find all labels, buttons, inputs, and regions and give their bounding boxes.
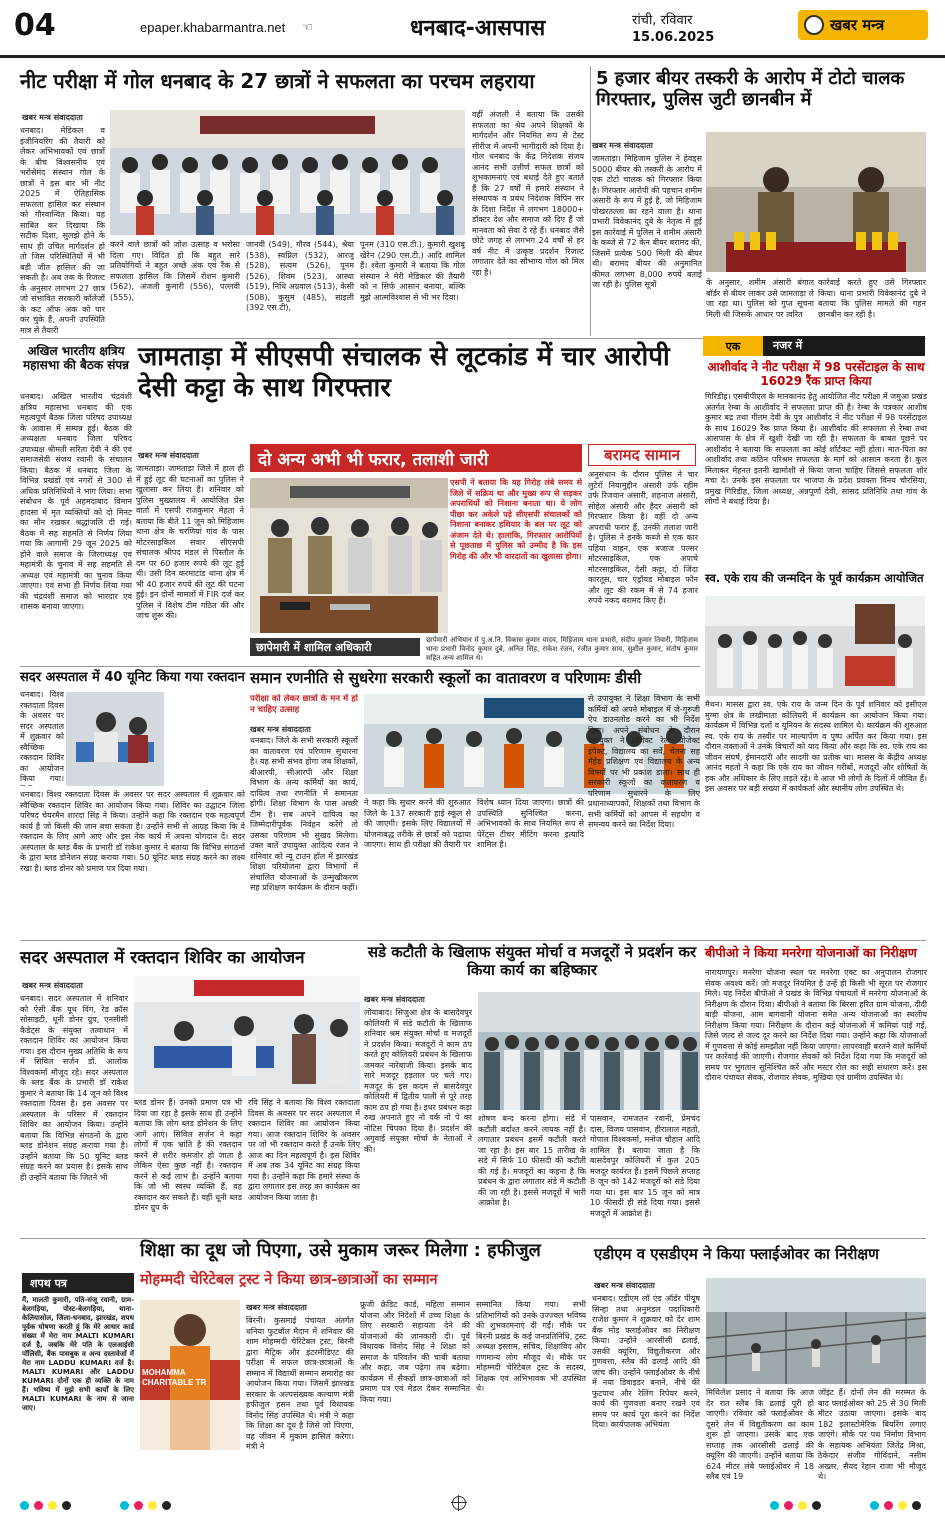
site-url[interactable]: epaper.khabarmantra.net: [140, 20, 286, 35]
registration-dot: [912, 1501, 921, 1510]
registration-dot: [784, 1501, 793, 1510]
registration-dot: [134, 1501, 143, 1510]
ek-tag: एक: [703, 336, 763, 356]
brand-logo-icon: [804, 15, 824, 35]
raid-officers-label: छापेमारी में शामिल अधिकारी: [250, 638, 420, 656]
schools-headline: समान रणनीति से सुधरेगा सरकारी स्कूलों का वातावरण व परिणामः डीसी: [250, 669, 642, 687]
flyover-body-3: जॉइंट हैं। दोनों लेन की मरम्मत के बाद फ्लाईओवर को 25 से 30 मिली मीटर उठाया जाएगा। इसके बाद 182 इलास्टोमेरिक बियरिंग लगाए जाएंगे। मौके पर पथ निर्माण विभाग के सहायक अभियंता जितेंद्र मिश्रा, ठेकेदार संजीव गोविंदाने, नसीम अख्तर, सैयद रेहान राजा भी मौजूद थे।: [818, 1388, 926, 1481]
hafijul-subhead: मोहम्मदी चेरिटेबल ट्रस्ट ने किया छात्र-छात्राओं का सम्मान: [140, 1272, 438, 1288]
byline: खबर मन्त्र संवाददाता: [246, 1303, 307, 1312]
column-rule: [590, 66, 591, 336]
hafijul-headline: शिक्षा का दूध जो पिएगा, उसे मुकाम जरूर मिलेगा : हफीजुल: [140, 1240, 541, 1261]
horizontal-rule: [20, 666, 700, 667]
sande-headline: सडे कटौती के खिलाफ संयुक्त मोर्चा व मजदूरों ने प्रदर्शन कर किया कार्य का बहिष्कार: [367, 943, 697, 979]
mnrega-body: नारायणपुर। मनरेगा योजना स्थल पर मनरेगा एक्ट का अनुपालन रोजगार सेवक अवश्य करें। जो मजदूर नियमित है उन्हें ही किसी भी सूरत पर रोजगार मिले। यह निर्देश बीपीओ ने प्रखंड के विभिन्न पंचायतों में मनरेगा योजनाओं के निरीक्षण के दौरान दिया। बीपीओ ने बताया कि बिरसा हरित ग्राम योजना, दीदी बाड़ी योजना, आम बागवानी योजना समेत अन्य योजनाओं का स्थलीय निरीक्षण किया गया। निरीक्षण के दौरान कई योजनाओं में कमियां पाई गईं, जिसे जल्द से जल्द दूर करने का निर्देश दिया गया। उन्होंने कहा कि योजनाओं में गुणवत्ता से कोई समझौता नहीं किया जाएगा। लापरवाही बरतने वाले कर्मियों पर कार्रवाई की जाएगी। रोजगार सेवकों को निर्देश दिया गया कि मजदूरों को समय पर भुगतान सुनिश्चित करें और मस्टर रोल का सही संधारण करें। इस दौरान पंचायत सेवक, रोजगार सेवक, मुखिया एवं ग्रामीण उपस्थित थे।: [705, 968, 927, 1082]
ekray-body: मैथन। मासस द्वारा स्व. एके राय के जन्म दिन के पूर्व शनिवार को इसीएल मुग्मा क्षेत्र के लखीमाता कोलियरी में कार्यक्रम का आयोजन किया गया। कार्यक्रम में विभिन्न दलों व यूनियन के सदस्य शामिल थे। कार्यक्रम की शुरुआत स्व. एके राय के तस्वीर पर माल्यार्पण व पुष्प अर्पित कर किया गया। इस दौरान वक्ताओं ने उनके विचारों को याद किया और कहा कि स्व. एके राय का जीवन संघर्ष, ईमानदारी और सादगी का प्रतीक था। मासस के केंद्रीय अध्यक्ष आनंद महतो ने कहा कि एके राय का जीवन गरीबों, मजदूरों और शोषितों के हक और अधिकार के लिए लड़ते रहे। वे आज भी लोगों के दिलों में जीवित हैं। इस अवसर पर बड़ी संख्या में कार्यकर्ता और स्थानीय लोग उपस्थित थे।: [705, 700, 927, 793]
registration-dot: [48, 1501, 57, 1510]
trust-banner-text: MOHAMMA CHARITABLE TR: [142, 1368, 207, 1387]
byline: खबर मन्त्र संवाददाता: [592, 141, 653, 150]
ek-nazar-strip: [703, 336, 925, 356]
beer-headline: 5 हजार बीयर तस्करी के आरोप में टोटो चालक गिरफ्तार, पुलिस जुटी छानबीन में: [596, 68, 905, 111]
page-number: 04: [14, 8, 56, 43]
sande-protest-photo: [478, 992, 700, 1110]
byline: खबर मन्त्र संवाददाता: [22, 113, 83, 122]
raid-officers-text: छापेमारी अभियान में पु.अ.नि. विकास कुमार यादव, मिहिजाम थाना प्रभारी, संदीप कुमार तिवारी, मिहिजाम थाना प्रभारी विनोद कुमार दुबे, अनिल सिंह, राकेश रंजन, रंजीत कुमार साव, सुशील कुमार, संतोष कुमार सहित अन्य शामिल थे।: [426, 636, 698, 662]
blood40-headline: सदर अस्पताल में 40 यूनिट किया गया रक्तदान: [20, 670, 245, 685]
hafijul-body-1: बिरनी। कुसमाई पंचायत अंतर्गत धनिया फुटबॉल मैदान में शनिवार की शाम मोहम्मदी चेरिटेबल ट्रस्ट, बिरनी द्वारा मैट्रिक और इंटरमीडिएट की परीक्षा में सफल छात्र-छात्राओं के सम्मान में विद्यार्थी सम्मान समारोह का आयोजन किया गया। जिसमें झारखंड सरकार के अल्पसंख्यक कल्याण मंत्री हफीजुल हसन तथा पूर्व विधायक विनोद सिंह उपस्थित थे। मंत्री ने कहा कि शिक्षा का दूध है जिसे जो पिएगा, वह जीवन में मुकाम हासिल करेगा। मंत्री ने: [246, 1316, 354, 1451]
neet-group-photo: [110, 110, 465, 235]
horizontal-rule: [20, 1238, 926, 1239]
ekray-event-photo: [705, 596, 925, 696]
registration-dot: [120, 1501, 129, 1510]
registration-dot: [20, 1501, 29, 1510]
neet-body-2: करने वाले छात्रों को जोश उत्साह व भरोसा दिला गए। विदित हो कि बहुत सारे प्रतियोगियों ने बहुत अच्छे अंक एवं रैंक से सफलता हासिल कि जिसमें रोशन कुमारी (562), अंजली कुमारी (556), पल्लवी (555),: [110, 240, 240, 302]
byline: खबर मन्त्र संवाददाता: [138, 451, 199, 460]
loot-press-photo: [250, 478, 448, 633]
flyover-body-2: मिथिलेश प्रसाद ने बताया कि आज देर रात स्लैब कि ढलाई पूरी हो जाएगी। रविवार को फ्लाईओवर के दूसरे लेन में विद्युतीकरण का काम शुरू हो जाएगा। उसके बाद एक सप्ताह तक आरसीसी ढलाई की क्यूरिंग की जाएगी। उन्होंने बताया कि 624 मीटर लंबे फ्लाईओवर में 18 स्लैब एवं 19: [706, 1388, 814, 1481]
affidavit-body: मैं, मालती कुमारी, पति-संजू रवानी, ग्राम-बेलगड़िया, पोस्ट-बेलगड़िया, थाना-केलियासोल, जिला-धनबाद, झारखंड, शपथ पूर्वक घोषणा करती हूं कि मेरे आधार कार्ड संख्या में मेरा नाम MALTI KUMARI दर्ज है, जबकि मेरे पति के एलआईसी पॉलिसी, बैंक पासबुक व अन्य दस्तावेजों में मेरा नाम LADDU KUMARI दर्ज है। MALTI KUMARI और LADDU KUMARI दोनों एक ही व्यक्ति के नाम हैं। भविष्य में मुझे सभी कार्यों के लिए MALTI KUMARI के नाम से जाना जाए।: [22, 1296, 134, 1412]
section-title: धनबाद-आसपास: [410, 16, 546, 41]
loot-banner: दो अन्य अभी भी फरार, तलाशी जारी: [250, 444, 582, 472]
registration-dot: [162, 1501, 171, 1510]
registration-dot: [62, 1501, 71, 1510]
brand-name: खबर मन्त्र: [830, 16, 885, 34]
blood-camp-body-1: धनबाद। सदर अस्पताल में शनिवार को ऐसी बैंक यूथ विंग, रेड क्रॉस सोसाइटी, धूनी डोनर ग्रुप, एनसीसी कैडेट्स के संयुक्त तत्वाधान में रक्तदान शिविर का आयोजन किया गया। इस दौरान मुख्य अतिथि के रूप में सिविल सर्जन डॉ. आलोक विश्वकर्मा मौजूद रहे। सदर अस्पताल के ब्लड बैंक के प्रभारी डॉ राकेश कुमार ने बताया कि 14 जून को विश्व रक्तदाता दिवस है। इस अवसर पर अस्पताल के परिसर में रक्तदान शिविर का आयोजन किया। उन्होंने बताया कि विभिन्न संगठनों के द्वारा ब्लड डोनेशन संग्रह कराया गया है। उन्होंने बताया कि 50 यूनिट ब्लड संग्रह करने का प्रयास है। इसके साथ ही उन्होंने बताया कि जितने भी: [20, 994, 128, 1182]
hafijul-photo: [140, 1300, 240, 1450]
blood-camp-body-2: ब्लड डोनर हैं। उनको प्रमाण पत्र भी दिया जा रहा है इसके साथ ही उन्होंने बताया कि लोग ब्लड डोनेशन के लिए आगे आएं। सिविल सर्जन ने कहा लोगों में एक भ्रांति है की रक्तदान करने से शरीर कमजोर हो जाता है लेकिन ऐसा कुछ नहीं है। रक्तदान करने से कई लाभ है। उन्होंने बताया कि जो भी स्वस्थ व्यक्ति हैं, वह रक्तदान कर सकते हैं। वहीं धूनी ब्लड डोनर ग्रुप के: [134, 1098, 242, 1212]
recovered-items-title: बरामद सामान: [588, 444, 696, 466]
blood40-body-a: धनबाद। विश्व रक्तदाता दिवस के अवसर पर सदर अस्पताल में शुक्रवार को स्वैच्छिक रक्तदान शिविर का आयोजन किया गया।: [20, 690, 64, 783]
registration-dot: [34, 1501, 43, 1510]
flyover-photo: [706, 1278, 926, 1384]
neet-body-3: जानवी (549), गौरव (544), श्रेया (538), स्वप्निल (532), आरजू (528), सत्यम (526), पूनम (526), शिवम (523), आस्था (519), निधि अग्रवाल (513), केसी (508), कुसुम (485), साइली (392 एस.टी),: [246, 240, 354, 312]
registration-dot: [812, 1501, 821, 1510]
cursor-icon: ☜: [302, 20, 313, 34]
flyover-headline: एडीएम व एसडीएम ने किया फ्लाईओवर का निरीक्षण: [594, 1245, 879, 1263]
schools-body-3: से उपायुक्त ने शिक्षा विभाग के सभी कर्मियों को अपने मोबाइल में जे-गुरुजी ऐप डाउनलोड करने का भी निर्देश दिया। अपने संबोधन के दौरान उपायुक्त ने प्रोजेक्ट रेल, प्रोजेक्ट इंपैक्ट, विद्यालय का सर्वे, चेतना सह मेहेड़ प्रशिक्षण एवं विद्यालय के अन्य विषयों पर भी प्रकाश डाला। साथ ही सरकारी स्कूलों का वातावरण व परिणाम सुधारने के लिए प्रधानाध्यापकों, शिक्षकों तथा विभाग के सभी कर्मियों को आपस में सहयोग व समन्वय करने का निर्देश दिया।: [588, 694, 700, 829]
byline: खबर मन्त्र संवाददाता: [22, 981, 83, 990]
hafijul-body-3: सम्मानित किया गया। सभी प्रतिभागियों को उनके उज्ज्वल भविष्य की शुभकामनाएं दी गईं। मौके पर बिरनी प्रखंड के कई जनप्रतिनिधि, ट्रस्ट अध्यक्ष इस्लाम, सचिव, शिक्षाविद और गणमान्य लोग मौजूद थे। मौके पर मोहम्मदी चेरिटेबल ट्रस्ट के सदस्य, शिक्षक एवं अभिभावक भी उपस्थित थे।: [476, 1300, 586, 1393]
byline: खबर मन्त्र संवाददाता: [594, 1281, 655, 1290]
blood40-photo: [66, 692, 164, 786]
registration-dot: [898, 1501, 907, 1510]
beer-body-1: जामताड़ा। मिहिजाम पुलिस ने हेवड्स 5000 बीयर की तस्करी के आरोप में एक टोटो चालक को गिरफ्तार किया है। गिरफ्तार आरोपी की पहचान शमीम अंसारी के रूप में हुई है, जो मिहिजाम पोखरतल्ला का रहने वाला है। थाना प्रभारी विवेकानंद दुबे के नेतृत्व में हुई इस कार्रवाई में पुलिस ने शमीम अंसारी के कब्जे से 72 केन बीयर बरामद की, जिसमें प्रत्येक 500 मिली की बीयर थी। बरामद बीयर की अनुमानित कीमत लगभग 8,000 रुपये बताई जा रही है। पुलिस सूत्रों: [592, 154, 702, 289]
blood-camp-headline: सदर अस्पताल में रक्तदान शिविर का आयोजन: [20, 948, 305, 968]
schools-subhead: परीक्षा को लेकर छात्रों के मन में हो न चाहिए उत्साह: [250, 694, 358, 715]
blood-camp-photo: [134, 976, 360, 1094]
neet-headline: नीट परीक्षा में गोल धनबाद के 27 छात्रों ने सफलता का परचम लहराया: [20, 69, 535, 93]
loot-headline: जामताड़ा में सीएसपी संचालक से लूटकांड में चार आरोपी देसी कट्टा के साथ गिरफ्तार: [138, 342, 670, 403]
blood40-body-b: धनबाद। विश्व रक्तदाता दिवस के अवसर पर सदर अस्पताल में शुक्रवार को स्वैच्छिक रक्तदान शिविर का आयोजन किया गया। शिविर का उद्घाटन जिला परिषद चेयरमैन शारदा सिंह ने किया। उन्होंने कहा कि रक्तदान एक महत्वपूर्ण कार्य है जो किसी की जान बचा सकता है। उन्होंने सभी से आग्रह किया कि वे रक्तदान के लिए आगे आएं और इस नेक कार्य में अपना योगदान दें। सदर अस्पताल के ब्लड बैंक के प्रभारी डॉ राकेश कुमार ने बताया कि विभिन्न संगठनों के द्वारा ब्लड डोनेशन संग्रह कराया गया। 50 यूनिट ब्लड संग्रह करने का लक्ष्य रखा है। ब्लड डोनर को प्रमाण पत्र दिया गया।: [20, 790, 245, 873]
neet-body-5: वहीं अंजली ने बताया कि उसकी सफलता का श्रेय अपने शिक्षकों के मार्गदर्शन और नियमित रूप से टेस्ट सीरीज में अपनी भागीदारी को दिया है। गोल धनबाद के केंद्र निदेशक संजय आनंद सभी उत्तीर्ण सफल छात्रों को शुभकामनाएं एवं बधाई देते हुए बताते हैं कि 27 वर्षों में हमारे संस्थान ने संस्थापक व प्रबंध निदेशक विपिन सर के दिशा निर्देश में लगभग 18000+ डॉक्टर देश और समाज को दिए हैं जो मानवता को सेवा दे रहे हैं। धनबाद जैसे छोटे जगह से लगभग 24 वर्षों से हर वर्ष नीट में उत्कृष्ट प्रदर्शन रिजल्ट लगातार देते का सौभाग्य गोल को मिल रहा है।: [472, 110, 584, 277]
registration-dot: [884, 1501, 893, 1510]
city-day: रांची, रविवार: [632, 13, 693, 28]
kshatriya-headline: अखिल भारतीय क्षत्रिय महासभा की बैठक संपन्न: [23, 344, 129, 373]
recovered-items-body: अनुसंधान के दौरान पुलिस ने चार लुटेरों नियामुद्दीन अंसारी उर्फ रहीम उर्फ रिजवान अंसारी, शहनाज अंसारी, सोहेल अंसारी और हैदर अंसारी को गिरफ्तार किया है। वहीं दो अन्य अपराधी फरार हैं, उनकी तलाश जारी है। पुलिस ने इनके कब्जे से एक कार पहिया वाहन, एक बजाज पल्सर मोटरसाइकिल, एक अपाचे मोटरसाइकिल, देसी कट्टा, दो जिंदा कारतूस, चार एंड्रॉयड मोबाइल फोन और लूट की रकम में से 74 हजार रुपये नकद बरामद किए हैं।: [588, 470, 698, 605]
schools-body-2: ने कहा कि सुधार करने की शुरुआत जिले के 137 सरकारी हाई स्कूल से की जाएगी। इसके लिए विद्यालयों में योजनाबद्ध तरीके से छात्रों को पढ़ाया जाएगा। साथ ही परीक्षा की तैयारी पर विशेष ध्यान दिया जाएगा। छात्रों की उपस्थिति सुनिश्चित करना, अभिभावकों के साथ नियमित रूप से पेरेंट्स टीचर मीटिंग करना इत्यादि शामिल है।: [364, 798, 584, 849]
kshatriya-body: धनबाद। अखिल भारतीय चंद्रवंशी क्षत्रिय महासभा धनबाद की एक महत्वपूर्ण बैठक जिला परिषद उपाध्यक्ष के आवास में सम्पन्न हुई। बैठक की अध्यक्षता धनबाद जिला परिषद उपाध्यक्ष श्रीमती सरिता देवी ने की एवं समाजसेवी संजय रवानी के संचालन किया। बैठक में धनबाद जिला के विभिन्न प्रखंडों एवं नगरों से 300 से अधिक प्रतिनिधियों ने भाग लिया। सभा संबोधन के पूर्व अहमदाबाद विमान हादसा में मृत व्यक्तियों को दो मिनट का मौन रखकर श्रद्धांजलि दी गई। बैठक में सह सहमति से निर्णय लिया गया कि आगामी 29 जून 2025 को होने वाले समाज के जिलाध्यक्ष एवं महामंत्री के चुनाव में सह सहमति से अध्यक्ष एवं महामंत्री का चुनाव किया जाएगा। एवं सभा ही निर्णय लिया गया की चंद्रवंशी समाज को भारदार एवं शासक बनाया जाएगा।: [20, 392, 132, 611]
registration-dot: [870, 1501, 879, 1510]
beer-arrest-photo: [706, 132, 926, 272]
date-block: [632, 12, 714, 46]
horizontal-rule: [20, 940, 926, 941]
blood-camp-body-3: रवि सिंह ने बताया कि विश्व रक्तदाता दिवस के अवसर पर सदर अस्पताल में रक्तदान शिविर का आयोजन किया गया। आज रक्तदान शिविर के अवसर पर जो भी रक्तदान करते हैं उनके लिए आज का दिन महत्वपूर्ण है। इस शिविर में अब तक 34 यूनिट का संग्रह किया गया है। उन्होंने कहा कि हमारे संस्था के द्वारा लगातार इस तरह का कार्यक्रम का आयोजन किया जाता है।: [248, 1098, 360, 1202]
affidavit-title: शपथ पत्र: [22, 1273, 134, 1293]
mnrega-headline: बीपीओ ने किया मनरेगा योजनाओं का निरीक्षण: [705, 945, 917, 960]
ekray-headline: स्व. एके राय की जन्मदिन के पूर्व कार्यक्रम आयोजित: [705, 571, 924, 585]
nazar-tag: नजर में: [773, 339, 803, 352]
registration-dot: [148, 1501, 157, 1510]
sande-body-2: शोषण बन्द करना होगा। संडे में कटौती बर्दाश्त करने लायक नहीं है। लगातार प्रबंधन इसमें कटौती करते जा रहा है। इस बार 15 तारीख के संडे में सिर्फ 10 फीसदी की कटौती की गई है। मजदूरों का कहना है कि प्रबंधन के द्वारा लगातार संडे में कटौती की जा रही है। इससे मजदूरों में भारी आक्रोश है।: [478, 1114, 586, 1207]
masthead: [0, 0, 945, 58]
sande-body-3: पासवान, रामजतन रवानी, प्रेमचंद दास, विजय पासवान, हीरालाल महतो, गोपाल विश्वकर्मा, मनोज चौहान आदि शामिल हैं। बताया जाता है कि बासदेवपुर कोलियरी में कुल 205 मजदूर कार्यरत हैं। इसमें पिछले सप्ताह 8 जून को 142 मजदूरों को संडे दिया गया था। इस बार 15 जून को मात्र 10 फीसदी ही संडे दिया गया। इससे मजदूरों में आक्रोश है।: [590, 1114, 700, 1218]
loot-body: जामताड़ा। जामताड़ा जिले में हाल ही में हुई लूट की घटनाओं का पुलिस ने खुलासा कर लिया है। शनिवार को पुलिस मुख्यालय में आयोजित प्रेस वार्ता में एसपी राजकुमार मेहता ने बताया कि बीते 11 जून को मिहिजाम थाना क्षेत्र के चरणियां गांव के पास मोटरसाइकिल सवार सीएसपी संचालक श्रीपद मंडल से पिस्तौल के दम पर 60 हजार रुपये की लूट हुई थी। उसी दिन करमाटांड थाना क्षेत्र में भी 40 हजार रुपये की लूट की घटना हुई। इन दोनों मामलों में FIR दर्ज कर पुलिस ने विशेष टीम गठित की और जांच शुरू की।: [136, 464, 244, 620]
beer-body-2: के अनुसार, शमीम अंसारी बंगाल बॉर्डर से बीयर लाकर उसे जामताड़ा ले जा रहा था। पुलिस को गुप्त सूचना मिली थी जिसके आधार पर त्वरित: [706, 278, 814, 319]
loot-overlay-text: एसपी ने बताया कि यह गिरोह लंबे समय से जिले में सक्रिय था और मुख्य रूप से सड़कर अपराधियों को निशाना बनाता था। ये लोग पीछा कर अकेले पड़े सीएसपी संचालकों को निशाना बनाकर हथियार के बल पर लूट को अंजाम देते थे। हालांकि, गिरफ्तार आरोपियों से पूछताछ में पुलिस को उम्मीद है कि इस गिरोह की और भी वारदातों का खुलासा होगा।: [450, 478, 582, 561]
brand-badge[interactable]: [798, 10, 928, 40]
sande-body-1: लोयाबाद। सिजुआ क्षेत्र के बासदेवपुर कोलियरी में संडे कटौती के खिलाफ शनिवार श्रम संयुक्त मोर्चा व मजदूरों ने प्रदर्शन किया। मजदूरों ने काम ठप करते हुए कोलियरी प्रबंधन के खिलाफ जमकर नारेबाजी किया। इसके बाद सारे मजदूर हड़ताल पर चले गए। मजदूर के इस कदम से बासदेवपुर कोलियरी में द्वितीय पाली से पूरे तरह काम ठप हो गया है। इधर प्रबंधन कड़ा रुख अपनाते हुए नो वर्क नो पे का नोटिस चिपका दिया है। प्रदर्शन की अगुवाई संयुक्त मोर्चा के नेताओं ने की।: [364, 1008, 472, 1154]
flyover-body-1: धनबाद। एडीएम लॉ एंड ऑर्डर पीयूष सिन्हा तथा अनुमंडल पदाधिकारी राजेश कुमार ने शुक्रवार को देर शाम बैंक मोड़ फ्लाईओवर का निरीक्षण किया। उन्होंने आरसीसी ढलाई, उसकी क्यूरिंग, विद्युतीकरण और गुणवत्ता, स्लैब की ढलाई आदि की जांच की। उन्होंने फ्लाईओवर के नीचे में नया डिवाइडर बनाने, नीचे की फुटपाथ और रेलिंग रिपेयर करने, कार्य की गुणवत्ता बनाए रखने एवं समय पर कार्य पूरा करने का निर्देश दिया। कार्यपालक अभियंता: [592, 1294, 700, 1429]
byline: खबर मन्त्र संवाददाता: [250, 725, 311, 734]
hafijul-body-2: फ्रूजी क्रेडिट कार्ड, महिला सम्मान योजना और निदेशों में उच्च शिक्षा के लिए सरकारी सहायता देने की योजनाओं की जानकारी दी। पूर्व विधायक विनोद सिंह ने शिक्षा को समाज के परिवर्तन की चाबी बताया और कहा, जब पढ़ेगा तब बढ़ेगा। कार्यक्रम में सैकड़ों छात्र-छात्राओं को प्रमाण पत्र एवं मेडल देकर सम्मानित किया गया।: [360, 1300, 470, 1404]
schools-body-1: धनबाद। जिले के सभी सरकारी स्कूलों का वातावरण एवं परिणाम सुधारना है। यह सभी संभव होगा जब शिक्षकों, बीआरपी, सीआरपी और शिक्षा विभाग के अन्य कर्मियों का कार्य, दायित्व तथा रणनीति में समानता होगी। शिक्षा विभाग के पास अच्छी टीम है। सब अपने दायित्व का जिम्मेदारीपूर्वक निर्वहन करेंगे तो उसका परिणाम भी सुखद मिलेगा। उक्त बातें उपायुक्त आदित्य रंजन ने शनिवार को न्यू टाउन हॉल में झारखंड शिक्षा परियोजना द्वारा विभागों में संचालित योजनाओं के उन्मुखीकरण सह प्रशिक्षण कार्यक्रम के दौरान कहीं।: [250, 736, 358, 892]
registration-dot: [770, 1501, 779, 1510]
color-registration-strip: [0, 1498, 945, 1512]
neet-body-1: धनबाद। मेडिकल व इंजीनियरिंग की तैयारी को लेकर अभिभावकों एवं छात्रों के बीच विश्वसनीय एवं भरोसेमंद संस्थान गोल के छात्रों ने इस बार भी नीट 2025 में ऐतिहासिक सफलता हासिल कर संस्थान को गौरवान्वित किया। यह साबित कर दिखाया कि सटीक दिशा, सुलझे होने के साथ ही उचित मार्गदर्शन हो तो जिस परिस्थितियों में भी बड़ी जीत हासिल की जा सकती है। अब तक के रिजल्ट के अनुसार लगभग 27 छात्र जो संभावित सरकारी कॉलेजों के कट ऑफ अंक को पार कर चुके हैं, अपनी उपस्थिति मात्र से तैयारी: [20, 126, 105, 335]
edition-date: 15.06.2025: [632, 30, 715, 45]
ashirwad-headline: आशीर्वाद ने नीट परीक्षा में 98 परसेंटाइल के साथ 16029 रैंक प्राप्त किया: [707, 360, 925, 389]
neet-body-4: पूनम (310 एस.टी.), कुमारी खुशबू खेरेन (290 एस.टी.) आदि शामिल हैं। श्वेता कुमारी ने बताया कि गोल संस्थान ने मेरी मेडिकल की तैयारी को न सिर्फ आसान बनाया, बल्कि मुझे आत्मविश्वास से भी भर दिया।: [360, 240, 465, 302]
registration-dot: [798, 1501, 807, 1510]
ashirwad-body: गिरिडीह। एसबीपीएल के मानकानंद हेतु आयोजित नीट परीक्षा में जमुआ प्रखंड अंतर्गत रेम्बा के आशीर्वाद ने सफलता प्राप्त की है। रेम्बा के पत्रकार आशीष कुमार बद्र तथा गीतम देवी के पुत्र आशीर्वाद ने नीट परीक्षा में 98 परसेंटाइल के साथ 16029 रैंक प्राप्त किया है। आशीर्वाद की सफलता से रेम्बा तथा आसपास के क्षेत्र में खुशी देखी जा रही है। सफलता के बाबत पूछने पर आशीर्वाद ने बताया कि सफलता का कोई शॉर्टकट नहीं होता। मात-पिता का आशीर्वाद तथा कठिन परिश्रम सफलता के मार्ग को आसान करता है। कुल मिलाकर मेहनत इतनी खामोशी से किया जाना चाहिए जिससे सफलता शोर मचा दे। उनके इस सफलता पर भाजपा के प्रदेश प्रवक्ता विनय चौरसिया, प्रमुख गिरिडीह, जिला अध्यक्ष, अन्नपूर्णा देवी, सांसद प्रतिनिधि तथा गांव के लोगों ने बधाई दिया है।: [705, 392, 927, 506]
beer-body-3: कार्रवाई करते हुए उसे गिरफ्तार किया। थाना प्रभारी विवेकानंद दुबे ने बताया कि पुलिस मामले की गहन छानबीन कर रही है।: [818, 278, 926, 319]
byline: खबर मन्त्र संवाददाता: [364, 995, 425, 1004]
registration-target-icon: [452, 1496, 466, 1510]
